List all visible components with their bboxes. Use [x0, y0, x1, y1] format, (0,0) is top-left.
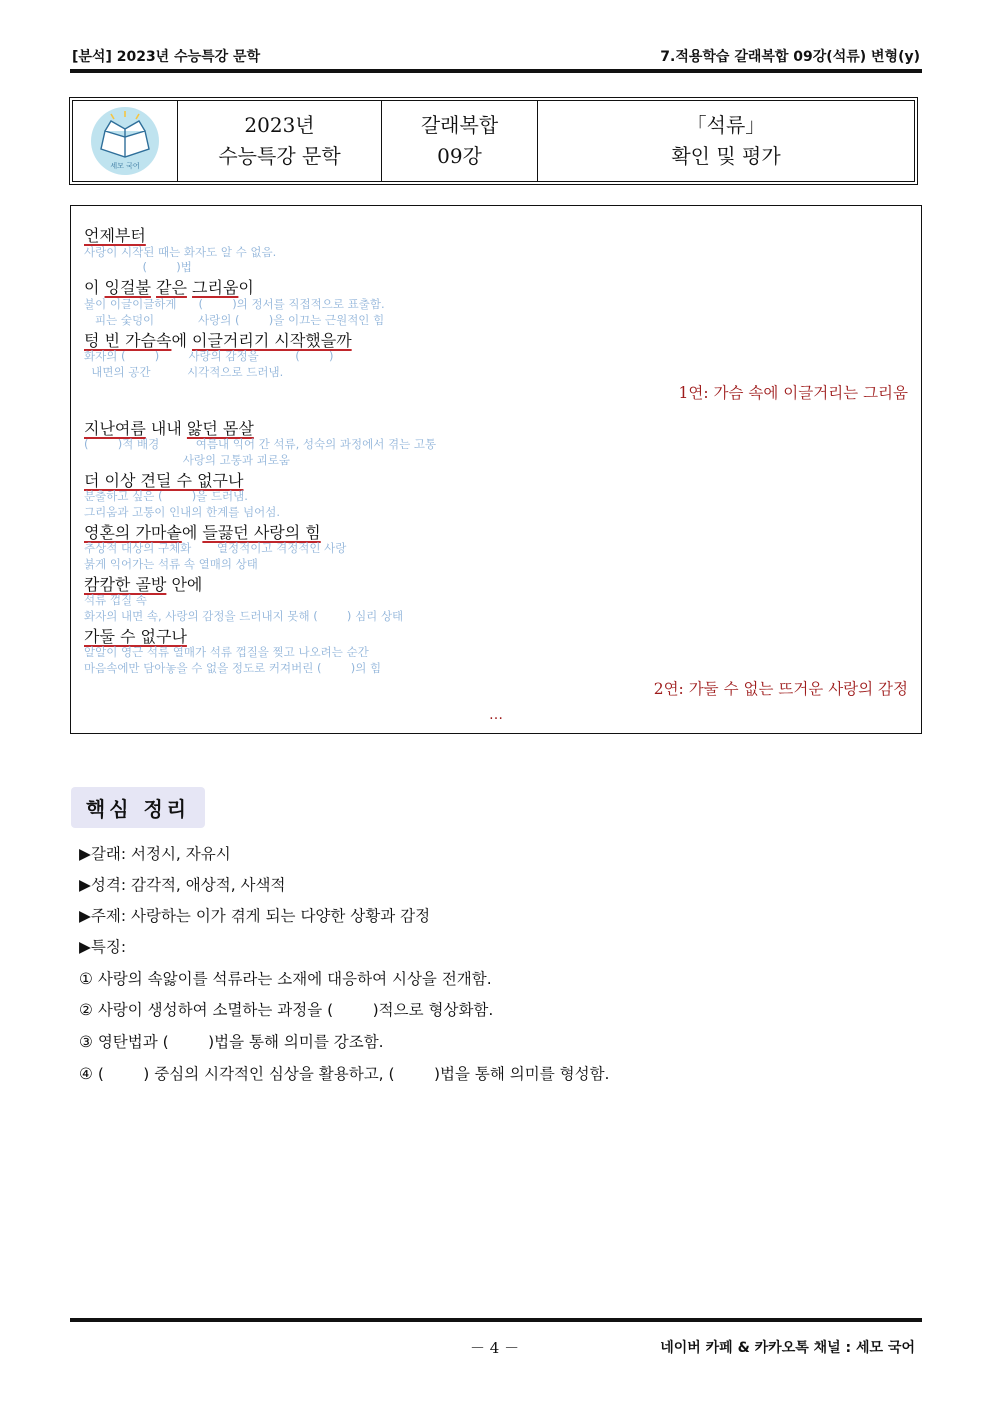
- summary-item: ▶특징:: [79, 938, 127, 956]
- summary-item: ▶성격: 감각적, 애상적, 사색적: [79, 876, 286, 894]
- poem-segment: 안에: [166, 575, 203, 594]
- poem-note: 마음속에만 담아놓을 수 없을 정도로 커져버린 ( )의 힘: [84, 661, 382, 675]
- poem-segment: 이글거리기 시작했을까: [192, 331, 352, 350]
- poem-note: 화자의 ( ) 사랑의 감정을 ( ): [84, 349, 334, 363]
- poem-line: [84, 275, 254, 298]
- poem-segment: 캄캄한 골방: [84, 575, 167, 594]
- poem-segment: 영혼의 가마솥: [84, 523, 182, 542]
- summary-item: ④ ( ) 중심의 시각적인 심상을 활용하고, ( )법을 통해 의미를 형성함.: [79, 1065, 610, 1083]
- poem-segment: 같은: [156, 278, 187, 297]
- poem-segment: 이: [84, 278, 105, 297]
- poem-segment: 지난여름: [84, 419, 146, 438]
- poem-segment: 가둘 수 없구나: [84, 627, 187, 646]
- title-cell-year: 2023년 수능특강 문학: [177, 101, 381, 181]
- poem-segment: 잉걸불: [104, 278, 151, 297]
- poem-segment: 언제부터: [84, 226, 146, 245]
- title-table: [69, 97, 918, 185]
- poem-note: 알알이 영근 석류 열매가 석류 껍질을 찢고 나오려는 순간: [84, 645, 369, 659]
- poem-segment: 들끓던 사랑의 힘: [202, 523, 321, 542]
- summary-item: ▶주제: 사랑하는 이가 겪게 되는 다양한 상황과 감정: [79, 907, 431, 925]
- poem-note: 사랑이 시작된 때는 화자도 알 수 없음.: [84, 245, 277, 259]
- header-rule: [70, 69, 922, 73]
- poem-segment: 내내: [145, 419, 187, 438]
- poem-note: 피는 숯덩이 사랑의 ( )을 이끄는 근원적인 힘: [84, 313, 385, 327]
- poem-note: 추상적 대상의 구체화 열정적이고 격정적인 사랑: [84, 541, 347, 555]
- header-right-title: 7.적용학습 갈래복합 09강(석류) 변형(y): [660, 49, 920, 65]
- poem-note: 분출하고 싶은 ( )을 드러냄.: [84, 489, 248, 503]
- poem-segment: 텅 빈 가슴속: [84, 331, 172, 350]
- stanza-summary-2: 2연: 가둘 수 없는 뜨거운 사랑의 감정: [653, 680, 908, 698]
- logo-cell: [73, 101, 177, 181]
- summary-item: ① 사랑의 속앓이를 석류라는 소재에 대응하여 시상을 전개함.: [79, 970, 492, 988]
- poem-box: [70, 205, 922, 734]
- header-left-title: [분석] 2023년 수능특강 문학: [72, 49, 261, 65]
- poem-note: 내면의 공간 시각적으로 드러냄.: [84, 365, 284, 379]
- poem-line: [84, 223, 146, 246]
- logo-text: 세모 국어: [110, 162, 140, 170]
- title-cell-unit: 갈래복합 09강: [381, 101, 537, 181]
- summary-item: ③ 영탄법과 ( )법을 통해 의미를 강조함.: [79, 1033, 384, 1051]
- summary-heading: 핵심 정리: [71, 787, 205, 828]
- poem-note: ( )법: [84, 260, 192, 274]
- poem-segment: 에: [181, 523, 203, 542]
- poem-segment: 더 이상 견딜 수 없구나: [84, 471, 244, 490]
- poem-note: ( )적 배경 여름내 익어 간 석류, 성숙의 과정에서 겪는 고통: [84, 437, 437, 451]
- poem-note: 붉게 익어가는 석류 속 열매의 상태: [84, 557, 258, 571]
- poem-segment: 앓던 몸살: [186, 419, 254, 438]
- poem-segment: 그리움: [192, 278, 239, 297]
- poem-note: 그리움과 고통이 인내의 한계를 넘어섬.: [84, 505, 281, 519]
- poem-note: 사랑의 고통과 괴로움: [84, 453, 290, 467]
- poem-segment: 이: [238, 278, 254, 297]
- poem-ellipsis: …: [489, 707, 503, 723]
- footer-channel: 네이버 카페 & 카카오톡 채널 : 세모 국어: [660, 1340, 915, 1356]
- footer-rule: [70, 1318, 922, 1322]
- page-number: － 4 －: [470, 1339, 520, 1357]
- summary-item: ② 사랑이 생성하여 소멸하는 과정을 ( )적으로 형상화함.: [79, 1001, 494, 1019]
- poem-note: 석류 껍질 속: [84, 593, 147, 607]
- poem-note: 불이 이글이글하게 ( )의 정서를 직접적으로 표출함.: [84, 297, 385, 311]
- poem-note: 화자의 내면 속, 사랑의 감정을 드러내지 못해 ( ) 심리 상태: [84, 609, 404, 623]
- title-cell-work: 「석류」 확인 및 평가: [537, 101, 914, 181]
- book-logo-icon: [87, 105, 163, 177]
- stanza-summary-1: 1연: 가슴 속에 이글거리는 그리움: [678, 384, 908, 402]
- summary-item: ▶갈래: 서정시, 자유시: [79, 845, 231, 863]
- poem-segment: 에: [171, 331, 192, 350]
